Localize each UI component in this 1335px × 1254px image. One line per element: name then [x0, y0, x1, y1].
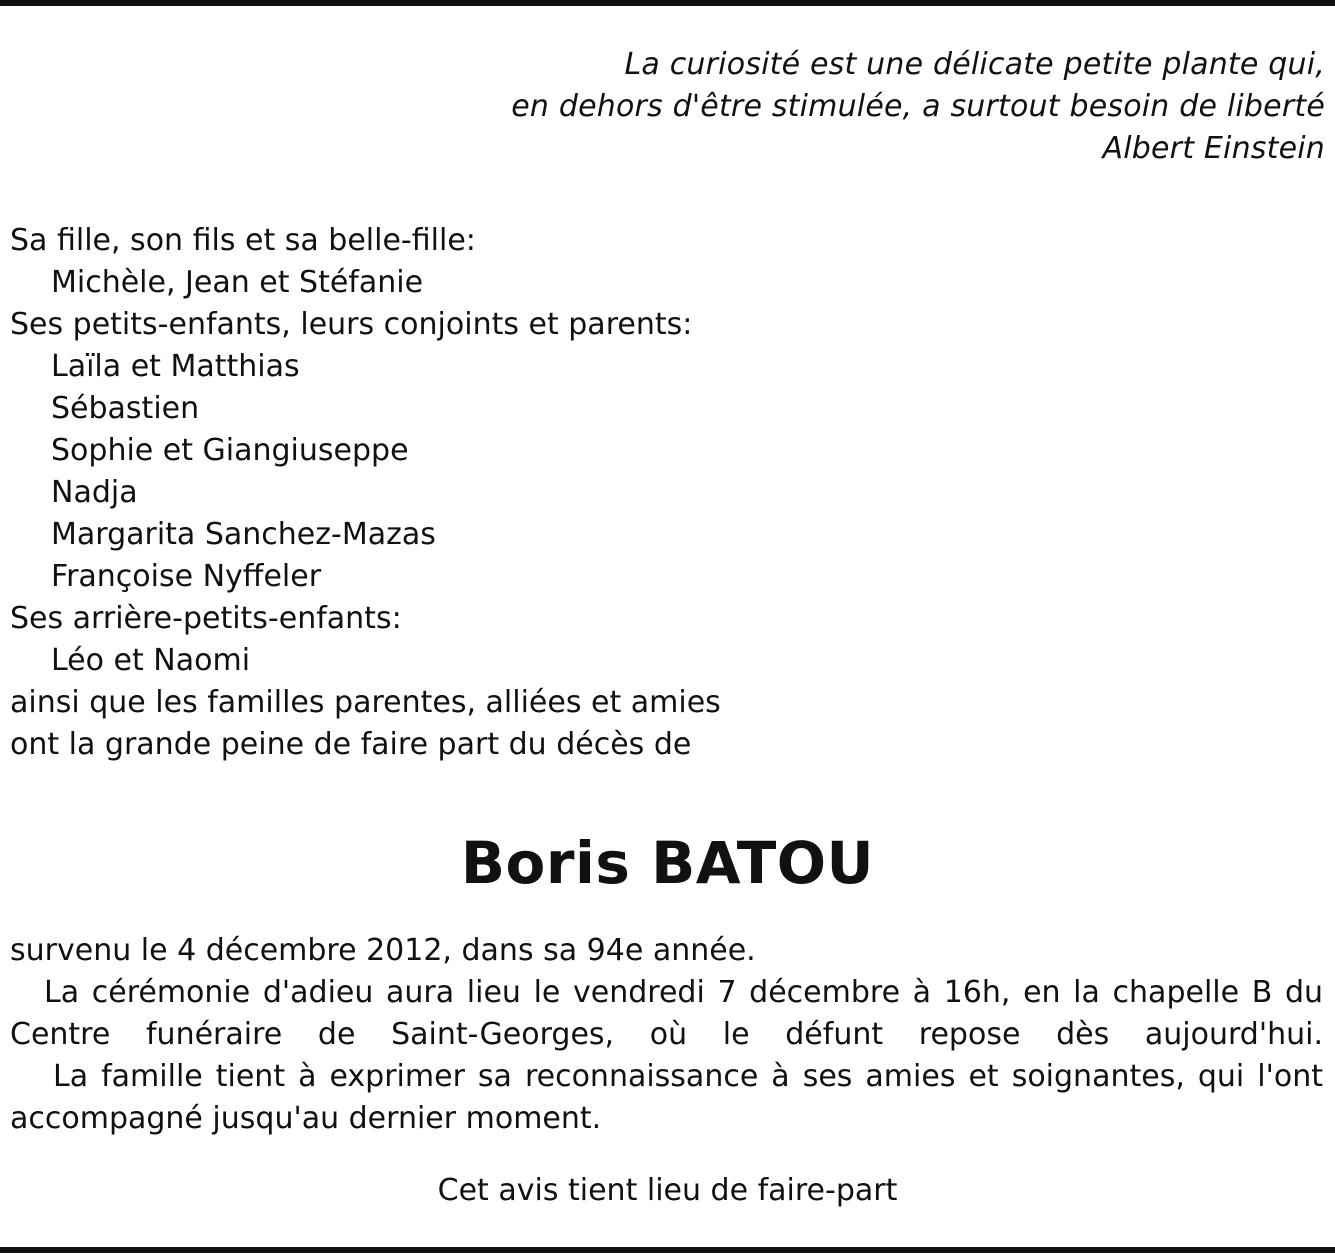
grandchildren-heading: Ses petits-enfants, leurs conjoints et parents:	[10, 307, 693, 342]
gratitude-line-2: accompagné jusqu'au dernier moment.	[10, 1101, 602, 1136]
children-names: Michèle, Jean et Stéfanie	[51, 265, 424, 300]
grandchild-entry: Sophie et Giangiuseppe	[51, 433, 409, 468]
notice-footer: Cet avis tient lieu de faire-part	[437, 1173, 898, 1208]
closing-line-2: ont la grande peine de faire part du décès de	[10, 727, 692, 762]
gratitude-line-1: La famille tient à exprimer sa reconnaissance à ses amies et soignantes, qui l'ont	[53, 1059, 1323, 1094]
death-date-line: survenu le 4 décembre 2012, dans sa 94e année.	[10, 933, 756, 968]
ceremony-line-2: Centre funéraire de Saint-Georges, où le défunt repose dès aujourd'hui.	[10, 1017, 1323, 1052]
deceased-name: Boris BATOU	[460, 829, 875, 897]
family-announcement	[10, 220, 1010, 766]
ceremony-details	[10, 930, 1323, 1140]
ceremony-line-1: La cérémonie d'adieu aura lieu le vendredi 7 décembre à 16h, en la chapelle B du	[44, 975, 1323, 1010]
grandchild-entry: Françoise Nyffeler	[51, 559, 322, 594]
quote-line-2: en dehors d'être stimulée, a surtout besoin de liberté	[511, 89, 1325, 124]
top-border-rule	[0, 0, 1335, 6]
great-grandchildren-names: Léo et Naomi	[51, 643, 251, 678]
quote-line-1: La curiosité est une délicate petite plante qui,	[624, 47, 1325, 82]
great-grandchildren-heading: Ses arrière-petits-enfants:	[10, 601, 402, 636]
grandchild-entry: Nadja	[51, 475, 138, 510]
children-heading: Sa fille, son fils et sa belle-fille:	[10, 223, 476, 258]
grandchild-entry: Margarita Sanchez-Mazas	[51, 517, 436, 552]
closing-line-1: ainsi que les familles parentes, alliées et amies	[10, 685, 721, 720]
epigraph-quote	[325, 44, 1325, 170]
quote-author: Albert Einstein	[1102, 131, 1325, 166]
grandchild-entry: Sébastien	[51, 391, 200, 426]
grandchild-entry: Laïla et Matthias	[51, 349, 300, 384]
bottom-border-rule	[0, 1247, 1335, 1253]
